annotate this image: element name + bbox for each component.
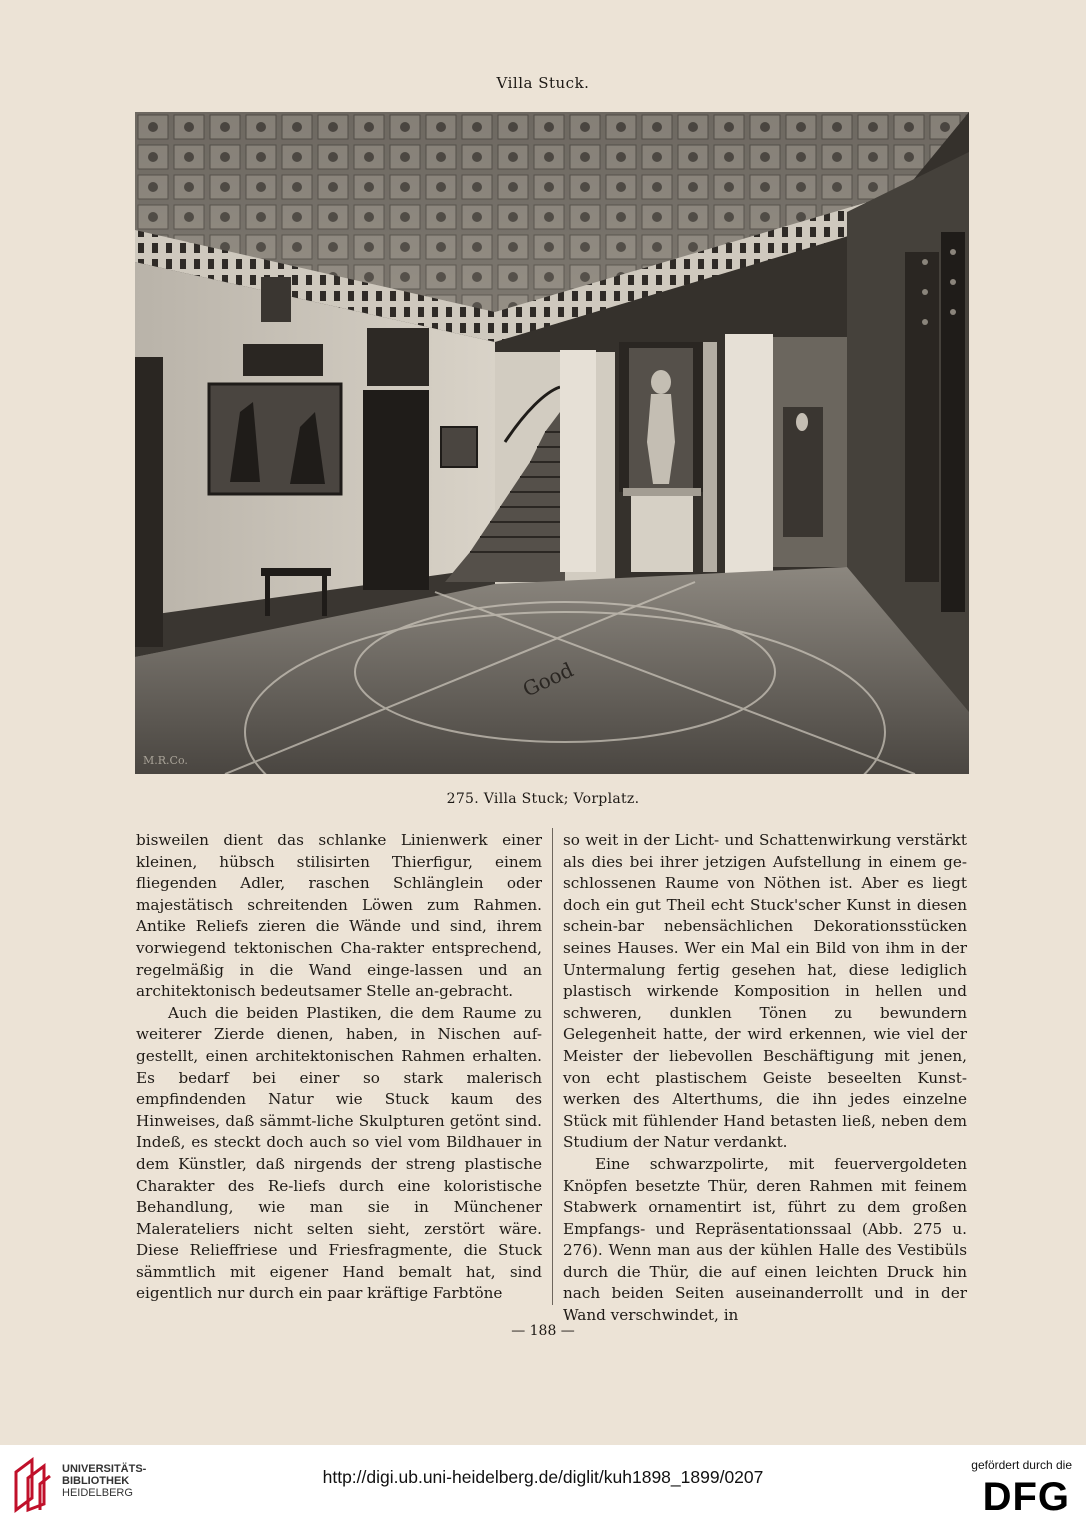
funder-label: gefördert durch die	[971, 1458, 1072, 1472]
engraver-signature: M.R.Co.	[143, 754, 188, 767]
paragraph: bisweilen dient das schlanke Linienwerk einer kleinen, hübsch stilisirten Thierfigur, einem fliegenden Adler, raschen Schlänglein oder majestätisch schreitenden Löwen zum Rahmen. Antike Reliefs zieren die Wände und sind, ihrem vorwiegend tektonischen Cha-rakter entsprechend, regelmäßig in die Wand einge-lassen und an architektonisch bedeutsamer Stelle an-gebracht.	[136, 831, 542, 1001]
library-line: UNIVERSITÄTS-	[62, 1463, 147, 1475]
permalink-url[interactable]: http://digi.ub.uni-heidelberg.de/diglit/kuh1898_1899/0207	[322, 1467, 764, 1487]
vestibule-photo-illustration	[135, 112, 969, 774]
left-text-column	[136, 830, 542, 1305]
column-divider	[552, 828, 553, 1305]
paragraph: Auch die beiden Plastiken, die dem Raume zu weiterer Zierde dienen, haben, in Nischen auf-gestellt, einen architektonischen Rahmen erhalten. Es bedarf bei einer so stark malerisch empfindenden Natur wie Stuck kaum des Hinweises, daß sämmt-liche Skulpturen getönt sind. Indeß, es steckt doch auch so viel vom Bildhauer in dem Künstler, daß nirgends der streng plastische Charakter des Re-liefs durch eine koloristische Behandlung, wie man sie in Münchener Malerateliers nicht selten sieht, zerstört wäre. Diese Relieffriese und Friesfragmente, die Stuck sämmtlich mit eigener Hand bemalt hat, sind eigentlich nur durch ein paar kräftige Farbtöne	[136, 1003, 542, 1303]
paragraph: Eine schwarzpolirte, mit feuervergoldeten Knöpfen besetzte Thür, deren Rahmen mit feinem Stabwerk ornamentirt ist, führt zu dem großen Empfangs- und Repräsentationssaal (Abb. 275 u. 276). Wenn man aus der kühlen Halle des Vestibüls durch die Thür, die auf einen leichten Druck hin nach beiden Seiten auseinanderrollt und in der Wand verschwindet, in	[563, 1154, 967, 1325]
dfg-logo[interactable]: DFG	[982, 1475, 1070, 1519]
page-number: — 188 —	[511, 1323, 575, 1339]
floor-inscription: Good	[518, 657, 578, 702]
figure-caption: 275. Villa Stuck; Vorplatz.	[446, 791, 640, 807]
viewer-footer	[0, 1445, 1086, 1523]
library-line: HEIDELBERG	[62, 1487, 133, 1499]
right-text-column	[563, 830, 967, 1327]
library-line: BIBLIOTHEK	[62, 1475, 130, 1487]
paragraph: so weit in der Licht- und Schattenwirkung verstärkt als dies bei ihrer jetzigen Aufstellung in einem ge-schlossenen Raume von Nöthen ist. Aber es liegt doch ein gut Theil echt Stuck'scher Kunst in diesen schein-bar nebensächlichen Dekorationsstücken seines Hauses. Wer ein Mal ein Bild von ihm in der Untermalung fertig gesehen hat, diese lediglich plastisch wirkende Komposition in hellen und schweren, dunklen Tönen zu bewundern Gelegenheit hatte, der wird erkennen, wie viel der Meister der liebevollen Beschäftigung mit jenen, von echt plastischem Geiste beseelten Kunst-werken des Alterthums, die ihn jedes einzelne Stück mit fühlender Hand betasten ließ, neben dem Studium der Natur verdankt.	[563, 831, 967, 1152]
running-title: Villa Stuck.	[496, 74, 590, 92]
photograph-vestibule	[135, 112, 969, 774]
